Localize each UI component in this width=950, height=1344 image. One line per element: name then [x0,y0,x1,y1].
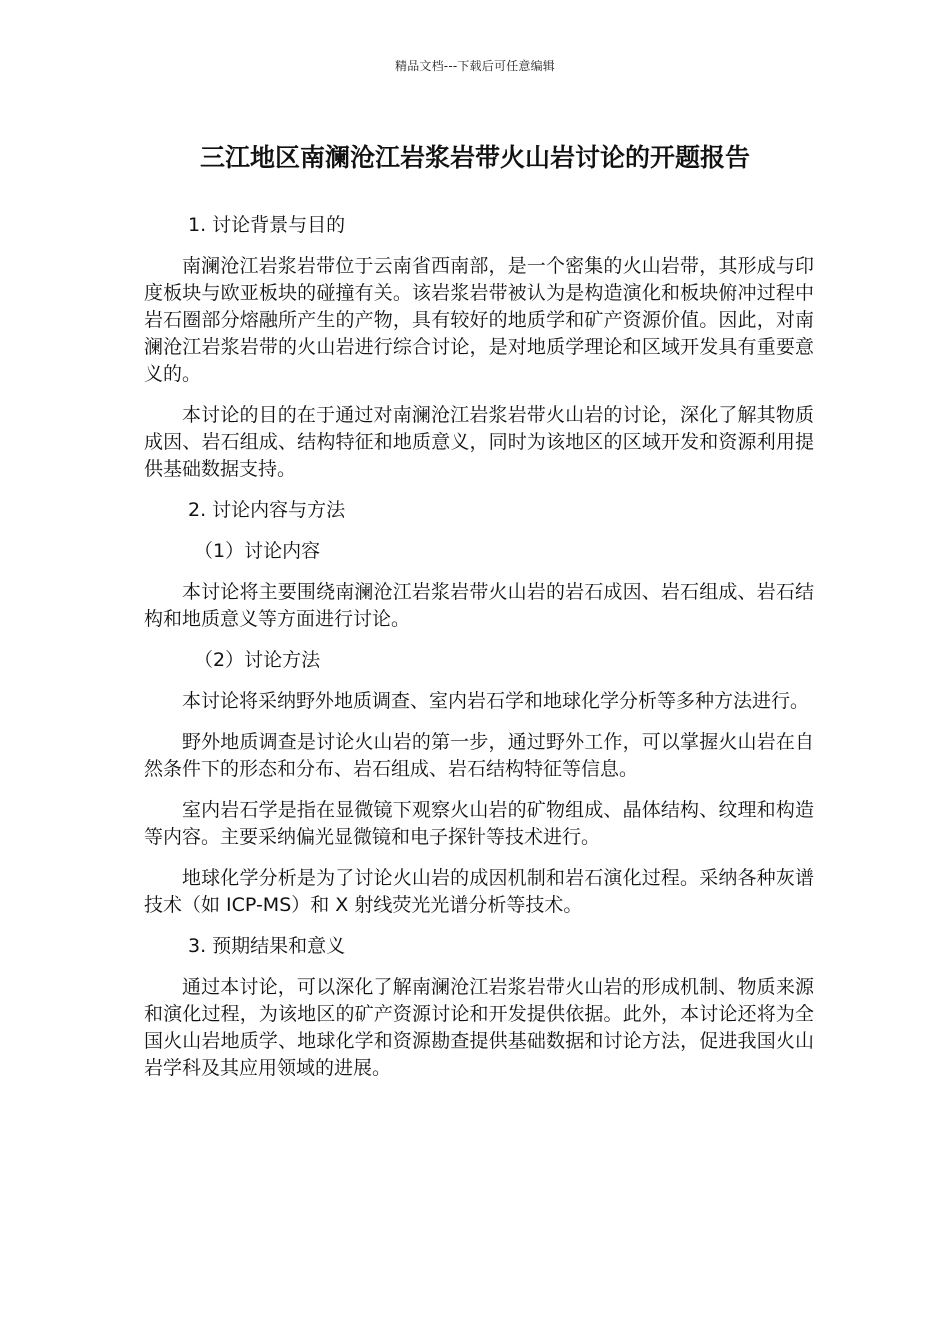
section-2-heading: 2. 讨论内容与方法 [188,499,346,521]
section-2-subheading-1: （1）讨论内容 [194,540,321,562]
section-2-paragraph-4: 室内岩石学是指在显微镜下观察火山岩的矿物组成、晶体结构、纹理和构造等内容。主要采纳偏光显微镜和电子探针等技术进行。 [144,799,814,848]
section-1-heading: 1. 讨论背景与目的 [188,214,346,236]
section-1-paragraph-1: 南澜沧江岩浆岩带位于云南省西南部，是一个密集的火山岩带，其形成与印度板块与欧亚板块的碰撞有关。该岩浆岩带被认为是构造演化和板块俯冲过程中岩石圈部分熔融所产生的产物，具有较好的地质学和矿产资源价值。因此，对南澜沧江岩浆岩带的火山岩进行综合讨论，是对地质学理论和区域开发具有重要意义的。 [144,255,814,385]
page-header-note: 精品文档---下载后可任意编辑 [395,59,555,73]
section-2-paragraph-3: 野外地质调查是讨论火山岩的第一步，通过野外工作，可以掌握火山岩在自然条件下的形态和分布、岩石组成、岩石结构特征等信息。 [144,731,814,780]
section-1-paragraph-2: 本讨论的目的在于通过对南澜沧江岩浆岩带火山岩的讨论，深化了解其物质成因、岩石组成、结构特征和地质意义，同时为该地区的区域开发和资源利用提供基础数据支持。 [144,404,814,480]
section-2-paragraph-1: 本讨论将主要围绕南澜沧江岩浆岩带火山岩的岩石成因、岩石组成、岩石结构和地质意义等方面进行讨论。 [144,581,814,630]
section-2-paragraph-2: 本讨论将采纳野外地质调查、室内岩石学和地球化学分析等多种方法进行。 [182,690,810,712]
section-2-subheading-2: （2）讨论方法 [194,649,321,671]
document-title: 三江地区南澜沧江岩浆岩带火山岩讨论的开题报告 [199,143,750,172]
document-body [144,212,814,1096]
section-3-paragraph-1: 通过本讨论，可以深化了解南澜沧江岩浆岩带火山岩的形成机制、物质来源和演化过程，为该地区的矿产资源讨论和开发提供依据。此外，本讨论还将为全国火山岩地质学、地球化学和资源勘查提供基础数据和讨论方法，促进我国火山岩学科及其应用领域的进展。 [144,976,814,1079]
section-2-paragraph-5: 地球化学分析是为了讨论火山岩的成因机制和岩石演化过程。采纳各种灰谱技术（如 ICP-MS）和 X 射线荧光光谱分析等技术。 [144,867,814,916]
section-3-heading: 3. 预期结果和意义 [188,935,346,957]
